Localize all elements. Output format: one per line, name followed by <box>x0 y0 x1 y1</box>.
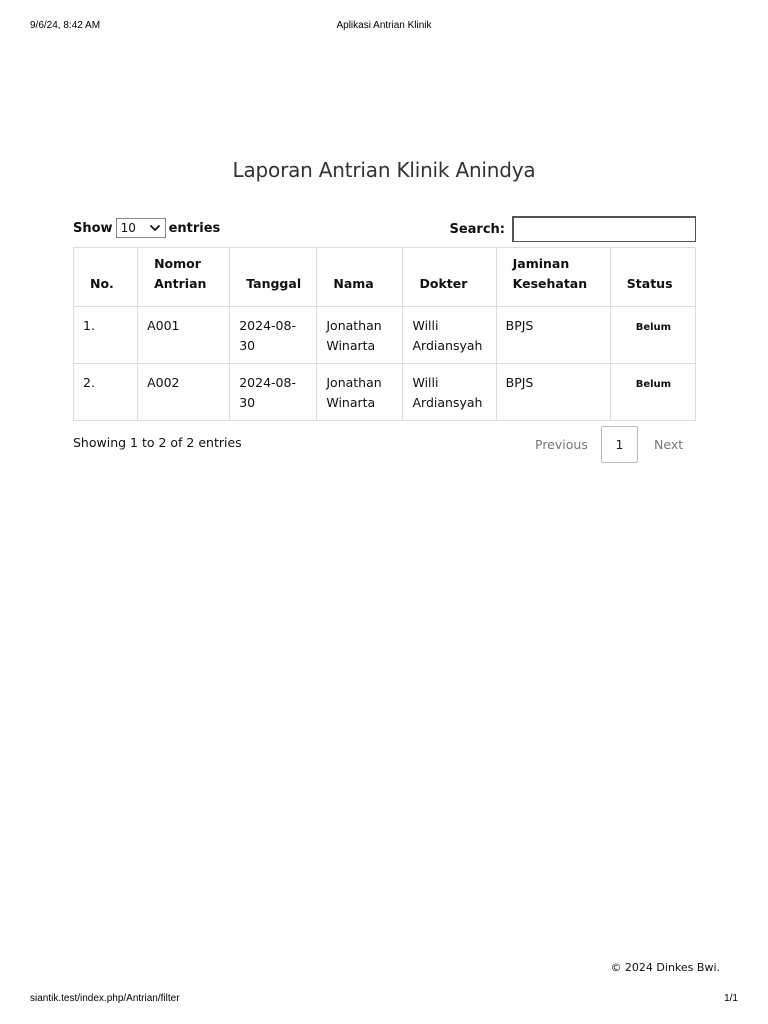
cell-jaminan: BPJS <box>496 307 610 364</box>
cell-tanggal: 2024-08-30 <box>230 307 317 364</box>
print-doc-title: Aplikasi Antrian Klinik <box>336 20 432 31</box>
cell-jaminan: BPJS <box>496 364 610 421</box>
cell-no: 1. <box>74 307 138 364</box>
column-header-dokter[interactable]: Dokter <box>403 248 496 307</box>
pagination-previous-button[interactable]: Previous <box>535 437 588 452</box>
print-header <box>30 20 738 34</box>
table-header-row <box>74 248 696 307</box>
cell-status <box>610 307 695 364</box>
table-row <box>74 307 696 364</box>
cell-tanggal: 2024-08-30 <box>230 364 317 421</box>
show-label: Show <box>73 220 113 236</box>
cell-status <box>610 364 695 421</box>
table-controls <box>73 216 696 242</box>
table-info-text: Showing 1 to 2 of 2 entries <box>73 435 242 450</box>
print-page-number: 1/1 <box>724 993 738 1004</box>
table-row <box>74 364 696 421</box>
status-badge: Belum <box>635 322 672 333</box>
page-title: Laporan Antrian Klinik Anindya <box>232 158 536 182</box>
column-header-nomor-antrian[interactable]: Nomor Antrian <box>138 248 230 307</box>
cell-no: 2. <box>74 364 138 421</box>
pagination-next-button[interactable]: Next <box>654 437 684 452</box>
cell-nama: Jonathan Winarta <box>317 307 403 364</box>
print-datetime: 9/6/24, 8:42 AM <box>30 20 101 31</box>
cell-nomor-antrian: A001 <box>138 307 230 364</box>
entries-select-value: 10 <box>120 221 136 235</box>
entries-select[interactable] <box>116 218 166 238</box>
pagination-page-1-button[interactable]: 1 <box>601 426 638 463</box>
search-input[interactable] <box>512 216 696 242</box>
column-header-nama[interactable]: Nama <box>317 248 403 307</box>
column-header-no[interactable]: No. <box>74 248 138 307</box>
column-header-jaminan-kesehatan[interactable]: Jaminan Kesehatan <box>496 248 610 307</box>
search-control <box>449 216 696 242</box>
cell-dokter: Willi Ardiansyah <box>403 364 496 421</box>
pagination <box>520 426 696 463</box>
cell-dokter: Willi Ardiansyah <box>403 307 496 364</box>
queue-report-table <box>73 247 696 421</box>
column-header-status[interactable]: Status <box>610 248 695 307</box>
chevron-down-icon <box>149 222 161 234</box>
print-footer <box>30 993 738 1007</box>
status-badge: Belum <box>635 379 672 390</box>
copyright-text: © 2024 Dinkes Bwi. <box>610 961 720 974</box>
search-label: Search: <box>449 221 505 237</box>
cell-nomor-antrian: A002 <box>138 364 230 421</box>
entries-length-control <box>73 216 220 240</box>
entries-label: entries <box>168 220 221 236</box>
print-url: siantik.test/index.php/Antrian/filter <box>30 993 180 1004</box>
column-header-tanggal[interactable]: Tanggal <box>230 248 317 307</box>
cell-nama: Jonathan Winarta <box>317 364 403 421</box>
